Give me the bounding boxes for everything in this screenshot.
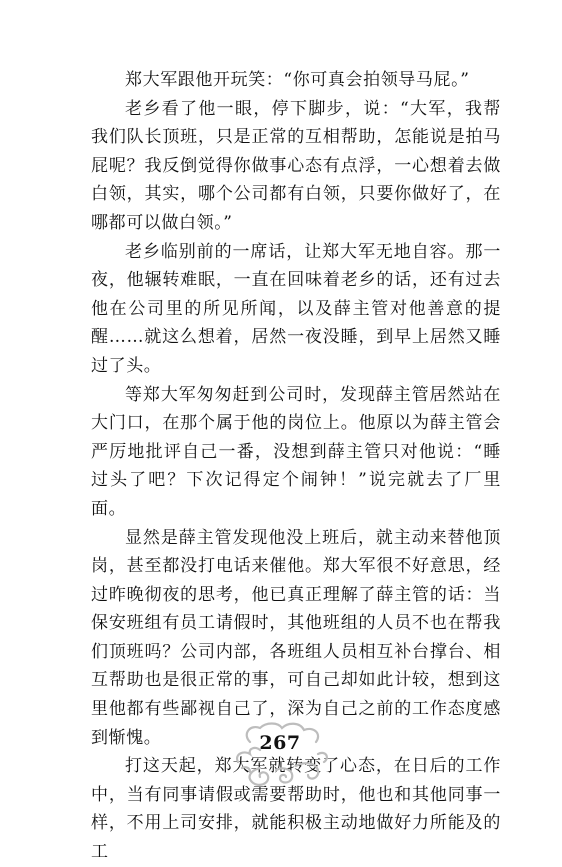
- page-footer: [220, 720, 340, 790]
- paragraph-6: 打这天起，郑大军就转变了心态，在日后的工作中，当有同事请假或需要帮助时，他也和其他同事一样，不用上司安排，就能积极主动地做好力所能及的工: [91, 756, 501, 863]
- paragraph-1: 郑大军跟他开玩笑：“你可真会拍领导马屁。”: [125, 70, 470, 90]
- cloud-swirl-ornament-icon: [220, 720, 340, 790]
- paragraph-5: 显然是薛主管发现他没上班后，就主动来替他顶岗，甚至都没打电话来催他。郑大军很不好意思，经过昨晚彻夜的思考，他已真正理解了薛主管的话：当保安班组有员工请假时，其他班组的人员不也在帮我们顶班吗？公司内部，各班组人员相互补台撑台、相互帮助也是很正常的事，可自己却如此计较，想到这里他都有些鄙视自己了，深为自己之前的工作态度感到惭愧。: [91, 527, 501, 748]
- paragraph-4: 等郑大军匆匆赶到公司时，发现薛主管居然站在大门口，在那个属于他的岗位上。他原以为薛主管会严厉地批评自己一番，没想到薛主管只对他说：“睡过头了吧？下次记得定个闹钟！”说完就去了厂里面。: [91, 384, 501, 519]
- page-number: 267: [259, 732, 301, 754]
- paragraph-3: 老乡临别前的一席话，让郑大军无地自容。那一夜，他辗转难眠，一直在回味着老乡的话，还有过去他在公司里的所见所闻，以及薛主管对他善意的提醒……就这么想着，居然一夜没睡，到早上居然又睡过了头。: [91, 241, 501, 376]
- paragraph-2: 老乡看了他一眼，停下脚步，说：“大军，我帮我们队长顶班，只是正常的互相帮助，怎能说是拍马屁呢？我反倒觉得你做事心态有点浮，一心想着去做白领，其实，哪个公司都有白领，只要你做好了，在哪都可以做白领。”: [91, 98, 501, 233]
